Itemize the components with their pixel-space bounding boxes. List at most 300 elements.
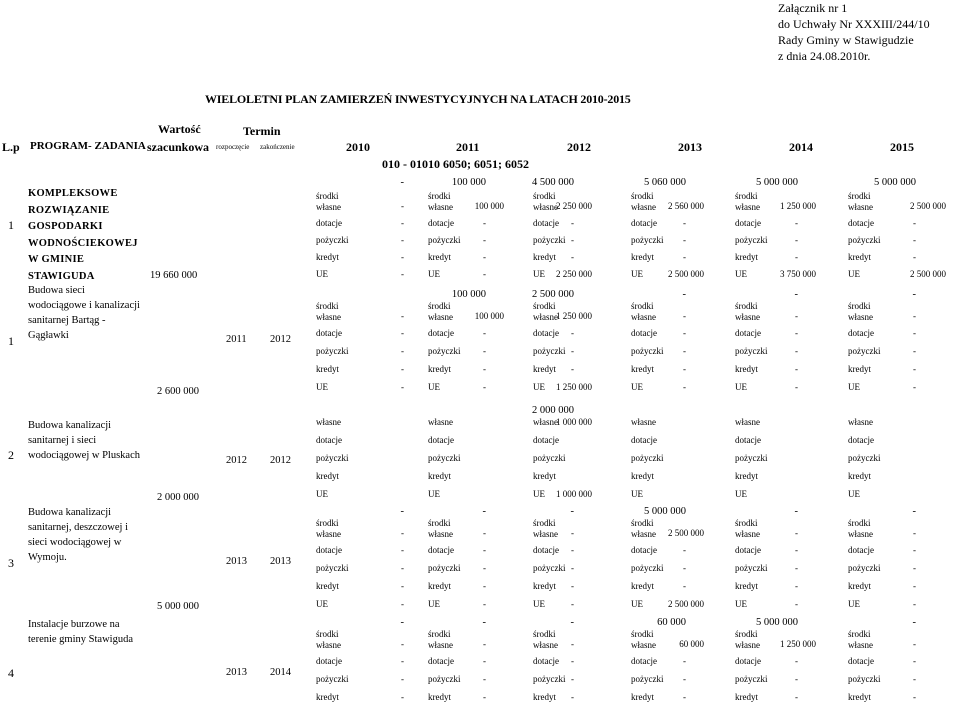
- funding-value: -: [795, 581, 798, 591]
- funding-label: własne: [735, 640, 760, 650]
- header-wartosc: Wartość: [158, 122, 201, 136]
- funding-value: -: [401, 364, 404, 374]
- funding-value: -: [401, 201, 404, 211]
- funding-value: -: [571, 328, 574, 338]
- year-total-value: -: [400, 506, 404, 517]
- task-name-line: Budowa kanalizacji: [28, 420, 112, 431]
- funding-label: dotacje: [735, 218, 761, 228]
- funding-value: -: [483, 382, 486, 392]
- funding-label: UE: [428, 489, 440, 499]
- funding-label: dotacje: [428, 328, 454, 338]
- funding-value: -: [483, 218, 486, 228]
- funding-label: UE: [735, 489, 747, 499]
- funding-value: -: [913, 563, 916, 573]
- funding-label: kredyt: [735, 692, 758, 702]
- funding-value: 2 500 000: [668, 599, 704, 609]
- funding-label: środki: [533, 629, 556, 639]
- year-total-value: -: [682, 289, 686, 300]
- funding-value: -: [483, 599, 486, 609]
- program-name-line: KOMPLEKSOWE: [28, 188, 118, 199]
- funding-label: własne: [428, 417, 453, 427]
- funding-label: dotacje: [316, 328, 342, 338]
- term-start: 2012: [226, 455, 247, 466]
- funding-label: dotacje: [631, 328, 657, 338]
- funding-label: własne: [735, 417, 760, 427]
- funding-value: -: [571, 235, 574, 245]
- funding-label: kredyt: [316, 692, 339, 702]
- funding-value: 2 500 000: [668, 269, 704, 279]
- funding-label: kredyt: [848, 471, 871, 481]
- funding-label: własne: [316, 640, 341, 650]
- funding-label: UE: [848, 489, 860, 499]
- funding-value: -: [913, 545, 916, 555]
- funding-label: pożyczki: [848, 235, 881, 245]
- funding-label: UE: [533, 599, 545, 609]
- funding-value: 2 250 000: [556, 201, 592, 211]
- funding-value: -: [571, 218, 574, 228]
- funding-value: -: [401, 599, 404, 609]
- funding-label: UE: [533, 489, 545, 499]
- funding-label: dotacje: [848, 656, 874, 666]
- funding-value: -: [401, 218, 404, 228]
- funding-value: -: [571, 692, 574, 702]
- funding-label: środki: [631, 518, 654, 528]
- funding-value: 1 250 000: [780, 201, 816, 211]
- funding-value: 2 500 000: [910, 201, 946, 211]
- funding-value: -: [571, 656, 574, 666]
- funding-label: kredyt: [735, 364, 758, 374]
- funding-value: -: [795, 563, 798, 573]
- funding-label: dotacje: [316, 218, 342, 228]
- term-start: 2013: [226, 667, 247, 678]
- funding-label: kredyt: [316, 252, 339, 262]
- year-total-value: 100 000: [451, 289, 486, 300]
- term-end: 2012: [270, 334, 291, 345]
- funding-value: -: [683, 252, 686, 262]
- funding-value: -: [683, 674, 686, 684]
- funding-label: dotacje: [631, 218, 657, 228]
- funding-value: -: [795, 545, 798, 555]
- year-total-value: -: [570, 506, 574, 517]
- year-total-value: -: [400, 617, 404, 628]
- funding-label: dotacje: [848, 328, 874, 338]
- year-total-value: -: [482, 617, 486, 628]
- funding-value: -: [401, 328, 404, 338]
- funding-label: własne: [848, 202, 873, 212]
- funding-label: własne: [631, 529, 656, 539]
- funding-value: 3 750 000: [780, 269, 816, 279]
- funding-label: UE: [631, 599, 643, 609]
- funding-label: dotacje: [848, 545, 874, 555]
- funding-label: pożyczki: [316, 453, 349, 463]
- funding-label: kredyt: [533, 471, 556, 481]
- funding-label: kredyt: [631, 692, 654, 702]
- funding-label: dotacje: [428, 218, 454, 228]
- funding-label: dotacje: [631, 435, 657, 445]
- funding-value: -: [795, 674, 798, 684]
- funding-value: -: [571, 252, 574, 262]
- funding-value: -: [483, 692, 486, 702]
- funding-label: własne: [735, 312, 760, 322]
- year-total-value: 5 000 000: [756, 177, 798, 188]
- funding-label: środki: [428, 518, 451, 528]
- funding-label: środki: [735, 629, 758, 639]
- funding-label: kredyt: [848, 364, 871, 374]
- program-name-line: W GMINIE: [28, 254, 85, 265]
- funding-label: pożyczki: [735, 346, 768, 356]
- task-name-line: Gągławki: [28, 330, 69, 341]
- funding-label: pożyczki: [533, 453, 566, 463]
- funding-label: własne: [428, 312, 453, 322]
- funding-value: -: [483, 581, 486, 591]
- funding-label: dotacje: [848, 435, 874, 445]
- funding-value: -: [483, 269, 486, 279]
- funding-label: pożyczki: [428, 453, 461, 463]
- funding-label: środki: [631, 191, 654, 201]
- funding-label: UE: [735, 269, 747, 279]
- funding-value: -: [401, 382, 404, 392]
- funding-value: -: [795, 692, 798, 702]
- funding-value: -: [483, 563, 486, 573]
- funding-label: własne: [631, 417, 656, 427]
- funding-value: -: [913, 311, 916, 321]
- funding-label: dotacje: [533, 328, 559, 338]
- funding-label: środki: [735, 191, 758, 201]
- funding-label: dotacje: [533, 656, 559, 666]
- funding-value: -: [913, 218, 916, 228]
- funding-label: środki: [533, 191, 556, 201]
- funding-value: -: [683, 328, 686, 338]
- funding-value: -: [795, 599, 798, 609]
- funding-label: kredyt: [428, 692, 451, 702]
- funding-label: UE: [428, 269, 440, 279]
- funding-label: kredyt: [428, 581, 451, 591]
- program-name-line: ROZWIĄZANIE: [28, 204, 110, 216]
- program-name-line: GOSPODARKI: [28, 221, 103, 232]
- funding-value: 1 250 000: [556, 311, 592, 321]
- funding-value: -: [795, 311, 798, 321]
- funding-label: UE: [428, 382, 440, 392]
- funding-label: własne: [316, 202, 341, 212]
- year-total-value: 2 500 000: [532, 289, 574, 300]
- funding-label: UE: [316, 382, 328, 392]
- funding-label: własne: [533, 640, 558, 650]
- note-line-2: do Uchwały Nr XXXIII/244/10: [778, 17, 930, 31]
- funding-value: -: [683, 364, 686, 374]
- funding-value: -: [401, 581, 404, 591]
- year-total-value: 5 000 000: [756, 617, 798, 628]
- task-name-line: Budowa kanalizacji: [28, 507, 112, 518]
- funding-value: -: [401, 311, 404, 321]
- funding-value: 2 500 000: [910, 269, 946, 279]
- funding-value: -: [483, 346, 486, 356]
- funding-label: UE: [631, 382, 643, 392]
- funding-value: -: [571, 346, 574, 356]
- funding-value: -: [401, 563, 404, 573]
- funding-label: dotacje: [735, 656, 761, 666]
- funding-value: 2 560 000: [668, 201, 704, 211]
- document-title: WIELOLETNI PLAN ZAMIERZEŃ INWESTYCYJNYCH NA LATACH 2010-2015: [205, 92, 631, 106]
- funding-label: dotacje: [631, 656, 657, 666]
- year-total-value: 60 000: [657, 617, 686, 628]
- year-total-value: 100 000: [451, 177, 486, 188]
- funding-value: -: [401, 528, 404, 538]
- header-year-2015: 2015: [890, 140, 914, 154]
- funding-label: pożyczki: [848, 346, 881, 356]
- funding-label: pożyczki: [735, 674, 768, 684]
- year-total-value: -: [794, 506, 798, 517]
- funding-label: kredyt: [735, 252, 758, 262]
- funding-label: UE: [428, 599, 440, 609]
- funding-label: środki: [533, 301, 556, 311]
- funding-label: dotacje: [735, 545, 761, 555]
- funding-label: dotacje: [533, 218, 559, 228]
- funding-value: -: [683, 346, 686, 356]
- funding-label: środki: [735, 301, 758, 311]
- funding-label: kredyt: [316, 581, 339, 591]
- funding-label: własne: [735, 529, 760, 539]
- header-end: zakończenie: [260, 143, 295, 151]
- funding-value: -: [913, 528, 916, 538]
- funding-label: pożyczki: [735, 235, 768, 245]
- funding-label: UE: [316, 599, 328, 609]
- funding-label: pożyczki: [533, 346, 566, 356]
- term-start: 2013: [226, 556, 247, 567]
- funding-label: kredyt: [316, 471, 339, 481]
- funding-label: kredyt: [631, 364, 654, 374]
- funding-label: kredyt: [735, 471, 758, 481]
- funding-label: pożyczki: [428, 235, 461, 245]
- funding-label: UE: [735, 599, 747, 609]
- funding-value: -: [483, 328, 486, 338]
- funding-value: -: [913, 656, 916, 666]
- funding-label: środki: [316, 629, 339, 639]
- note-line-4: z dnia 24.08.2010r.: [778, 49, 871, 63]
- funding-value: -: [913, 346, 916, 356]
- header-classification-codes: 010 - 01010 6050; 6051; 6052: [382, 157, 529, 171]
- funding-label: kredyt: [631, 581, 654, 591]
- funding-label: środki: [316, 301, 339, 311]
- funding-label: dotacje: [428, 435, 454, 445]
- funding-label: kredyt: [631, 252, 654, 262]
- funding-value: 2 500 000: [668, 528, 704, 538]
- estimated-value: 19 660 000: [150, 270, 198, 281]
- funding-label: pożyczki: [316, 674, 349, 684]
- estimated-value: 5 000 000: [157, 601, 199, 612]
- funding-value: -: [571, 528, 574, 538]
- funding-label: środki: [316, 518, 339, 528]
- funding-label: UE: [631, 269, 643, 279]
- row-number: 1: [8, 218, 14, 232]
- funding-value: -: [795, 235, 798, 245]
- funding-label: kredyt: [631, 471, 654, 481]
- header-year-2010: 2010: [346, 140, 370, 154]
- estimated-value: 2 600 000: [157, 386, 199, 397]
- task-name-line: wodociągowej w Pluskach: [28, 450, 140, 461]
- row-number: 4: [8, 666, 14, 680]
- funding-value: -: [483, 252, 486, 262]
- funding-value: -: [401, 346, 404, 356]
- funding-value: -: [571, 581, 574, 591]
- year-total-value: -: [570, 617, 574, 628]
- funding-label: dotacje: [631, 545, 657, 555]
- year-total-value: 5 060 000: [644, 177, 686, 188]
- term-end: 2012: [270, 455, 291, 466]
- funding-value: -: [913, 382, 916, 392]
- funding-label: pożyczki: [848, 563, 881, 573]
- funding-label: własne: [316, 312, 341, 322]
- note-line-1: Załącznik nr 1: [778, 1, 848, 15]
- funding-label: kredyt: [428, 471, 451, 481]
- year-total-value: -: [482, 506, 486, 517]
- task-name-line: Wymoju.: [28, 552, 67, 563]
- funding-label: środki: [631, 301, 654, 311]
- funding-value: -: [401, 674, 404, 684]
- funding-label: UE: [316, 489, 328, 499]
- funding-label: dotacje: [316, 545, 342, 555]
- funding-label: własne: [848, 640, 873, 650]
- funding-label: UE: [533, 382, 545, 392]
- funding-value: -: [483, 545, 486, 555]
- funding-label: środki: [631, 629, 654, 639]
- funding-value: -: [795, 382, 798, 392]
- row-number: 1: [8, 334, 14, 348]
- funding-label: UE: [848, 382, 860, 392]
- funding-label: kredyt: [848, 692, 871, 702]
- funding-label: kredyt: [848, 252, 871, 262]
- funding-value: -: [401, 252, 404, 262]
- funding-value: -: [913, 674, 916, 684]
- header-szacunkowa: szacunkowa: [147, 140, 210, 154]
- funding-value: -: [401, 656, 404, 666]
- funding-label: kredyt: [428, 252, 451, 262]
- funding-value: -: [683, 692, 686, 702]
- funding-label: własne: [316, 417, 341, 427]
- funding-value: 1 250 000: [780, 639, 816, 649]
- task-name-line: sieci wodociągowej w: [28, 537, 122, 548]
- funding-label: środki: [735, 518, 758, 528]
- funding-label: własne: [735, 202, 760, 212]
- task-name-line: terenie gminy Stawiguda: [28, 634, 133, 645]
- funding-value: -: [913, 328, 916, 338]
- attachment-note: [778, 0, 930, 64]
- funding-label: własne: [631, 312, 656, 322]
- funding-label: kredyt: [428, 364, 451, 374]
- program-name-line: STAWIGUDA: [28, 270, 95, 282]
- funding-value: -: [401, 269, 404, 279]
- term-end: 2014: [270, 667, 291, 678]
- funding-label: środki: [848, 629, 871, 639]
- note-line-3: Rady Gminy w Stawigudzie: [778, 33, 914, 47]
- funding-label: środki: [428, 629, 451, 639]
- funding-label: kredyt: [533, 364, 556, 374]
- funding-value: -: [683, 581, 686, 591]
- funding-value: -: [913, 639, 916, 649]
- funding-label: pożyczki: [735, 453, 768, 463]
- funding-value: 1 000 000: [556, 489, 592, 499]
- funding-value: -: [795, 328, 798, 338]
- funding-value: -: [483, 656, 486, 666]
- year-total-value: 2 000 000: [532, 405, 574, 416]
- header-lp: L.p: [2, 140, 20, 154]
- funding-value: -: [913, 364, 916, 374]
- funding-label: własne: [533, 312, 558, 322]
- funding-label: UE: [316, 269, 328, 279]
- row-number: 2: [8, 448, 14, 462]
- term-end: 2013: [270, 556, 291, 567]
- funding-label: środki: [428, 191, 451, 201]
- funding-value: -: [683, 218, 686, 228]
- funding-value: 100 000: [474, 311, 504, 321]
- funding-value: -: [483, 528, 486, 538]
- funding-value: -: [401, 639, 404, 649]
- funding-value: -: [795, 656, 798, 666]
- funding-label: kredyt: [533, 581, 556, 591]
- task-name-line: Budowa sieci: [28, 285, 85, 296]
- funding-label: dotacje: [316, 435, 342, 445]
- task-name-line: sanitarnej Bartąg -: [28, 315, 106, 326]
- funding-value: -: [401, 692, 404, 702]
- term-start: 2011: [226, 334, 247, 345]
- funding-value: -: [795, 346, 798, 356]
- funding-value: -: [483, 674, 486, 684]
- header-termin: Termin: [243, 124, 281, 138]
- funding-value: -: [571, 639, 574, 649]
- funding-label: UE: [631, 489, 643, 499]
- funding-label: środki: [428, 301, 451, 311]
- funding-label: dotacje: [533, 435, 559, 445]
- funding-value: -: [683, 545, 686, 555]
- funding-label: dotacje: [533, 545, 559, 555]
- funding-label: kredyt: [533, 692, 556, 702]
- program-name-line: WODNOŚCIEKOWEJ: [28, 237, 138, 249]
- year-total-value: -: [912, 289, 916, 300]
- funding-value: -: [571, 364, 574, 374]
- funding-value: -: [795, 528, 798, 538]
- funding-label: środki: [848, 301, 871, 311]
- funding-label: UE: [848, 269, 860, 279]
- year-total-value: -: [912, 617, 916, 628]
- funding-value: -: [683, 311, 686, 321]
- year-total-value: 4 500 000: [532, 177, 574, 188]
- funding-label: własne: [848, 312, 873, 322]
- funding-label: własne: [533, 529, 558, 539]
- funding-value: -: [795, 218, 798, 228]
- funding-label: pożyczki: [428, 674, 461, 684]
- funding-label: środki: [316, 191, 339, 201]
- funding-label: dotacje: [316, 656, 342, 666]
- funding-label: kredyt: [848, 581, 871, 591]
- year-total-value: 5 000 000: [874, 177, 916, 188]
- funding-value: -: [483, 235, 486, 245]
- funding-value: -: [401, 235, 404, 245]
- task-name-line: sanitarnej, deszczowej i: [28, 522, 128, 533]
- funding-label: kredyt: [316, 364, 339, 374]
- funding-value: -: [913, 581, 916, 591]
- funding-value: -: [571, 674, 574, 684]
- funding-label: środki: [533, 518, 556, 528]
- funding-label: własne: [428, 640, 453, 650]
- funding-value: -: [483, 639, 486, 649]
- funding-label: pożyczki: [533, 674, 566, 684]
- funding-label: dotacje: [428, 545, 454, 555]
- funding-label: pożyczki: [735, 563, 768, 573]
- header-start: rozpoczęcie: [216, 143, 250, 151]
- funding-label: pożyczki: [848, 674, 881, 684]
- funding-value: 2 250 000: [556, 269, 592, 279]
- funding-label: własne: [533, 417, 558, 427]
- funding-value: -: [683, 235, 686, 245]
